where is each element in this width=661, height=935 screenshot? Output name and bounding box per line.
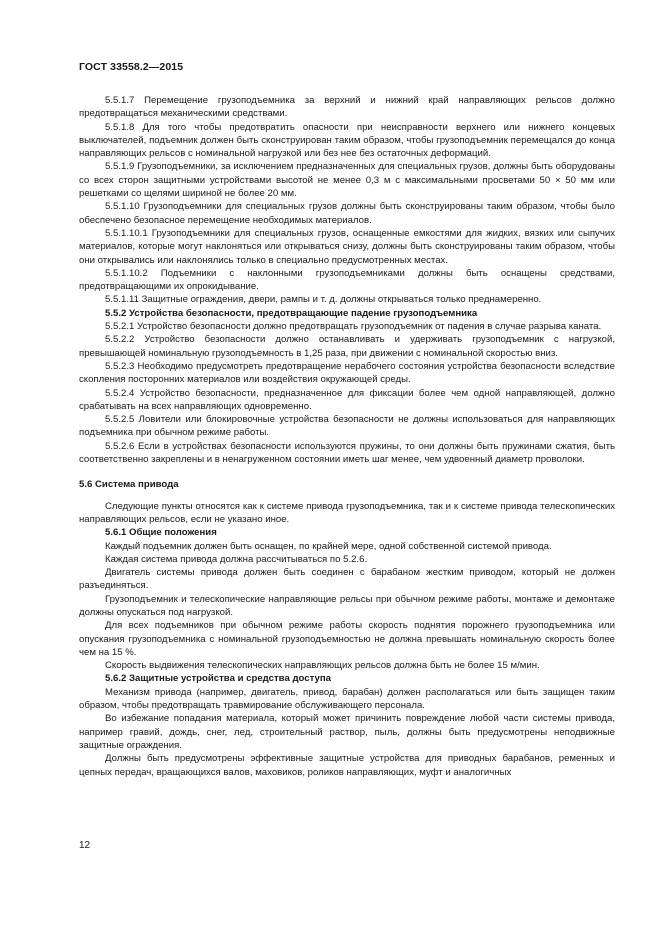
paragraph: Во избежание попадания материала, который может причинить повреждение любой части системы привода, например гравий, дождь, снег, лед, строительный раствор, пыль, должны быть предусмотрены неподвижные защитные ограждения. (79, 713, 615, 751)
paragraph: 5.5.1.10.2 Подъемники с наклонными грузоподъемниками должны быть оснащены средствами, предотвращающими их опрокидывание. (79, 267, 615, 293)
paragraph: Механизм привода (например, двигатель, привод, барабан) должен располагаться или быть защищен таким образом, чтобы предотвращать травмирование обслуживающего персонала. (79, 686, 615, 712)
paragraph: Грузоподъемник и телескопические направляющие рельсы при обычном режиме работы, монтаже и демонтаже должны опускаться под нагрузкой. (79, 593, 615, 618)
paragraph: Следующие пункты относятся как к системе привода грузоподъемника, так и к системе привода телескопических направляющих рельсов, если не указано иное. (79, 500, 615, 525)
paragraph: 5.5.2.5 Ловители или блокировочные устройства безопасности не должны использоваться для направляющих подъемника при обычном режиме работы. (79, 414, 615, 439)
paragraph: 5.5.2.2 Устройство безопасности должно останавливать и удерживать грузоподъемник с нагрузкой, превышающей номинальную грузоподъемность в 1,25 раза, при движении с номинальной скоростью вниз. (79, 334, 615, 359)
paragraph: 5.5.1.10.1 Грузоподъемники для специальных грузов, оснащенные емкостями для жидких, вязких или сыпучих материалов, которые могут наклоняться или открываться снизу, должны быть сконструированы таким образом, чтобы они открывались или наклонялись только в специально предусмотренных местах. (79, 227, 615, 266)
paragraph: 5.5.2.3 Необходимо предусмотреть предотвращение нерабочего состояния устройства безопасности вследствие скопления посторонних материалов или воздействия окружающей среды. (79, 360, 615, 386)
paragraph: 5.5.2.6 Если в устройствах безопасности используются пружины, то они должны быть пружинами сжатия, быть соответственно закреплены и в ненагруженном состоянии иметь шаг менее, чем удвоенный диаметр проволоки. (79, 440, 615, 466)
document-header: ГОСТ 33558.2—2015 (79, 61, 184, 73)
paragraph: Должны быть предусмотрены эффективные защитные устройства для приводных барабанов, ременных и цепных передач, вращающихся валов, маховиков, роликов направляющих, муфт и аналогичных (79, 753, 615, 778)
document-body (79, 94, 615, 779)
paragraph: 5.5.1.7 Перемещение грузоподъемника за верхний и нижний край направляющих рельсов должно предотвращаться механическими средствами. (79, 95, 615, 120)
paragraph: Для всех подъемников при обычном режиме работы скорость поднятия порожнего грузоподъемника или опускания грузоподъемника с номинальной грузоподъемностью не должна превышать номинальную скорость более чем на 15 %. (79, 620, 615, 658)
paragraph: Скорость выдвижения телескопических направляющих рельсов должна быть не более 15 м/мин. (105, 660, 540, 672)
subsection-heading: 5.6.2 Защитные устройства и средства доступа (105, 673, 332, 685)
paragraph: 5.5.1.9 Грузоподъемники, за исключением предназначенных для специальных грузов, должны быть оборудованы со всех сторон защитными устройствами высотой не менее 0,3 м с максимальными просветами 50 × 50 мм или решетками со щелями шириной не более 20 мм. (79, 161, 615, 200)
paragraph: Каждый подъемник должен быть оснащен, по крайней мере, одной собственной системой привода. (105, 540, 552, 552)
paragraph: 5.5.2.4 Устройство безопасности, предназначенное для фиксации более чем одной направляющей, должно срабатывать на всех направляющих одновременно. (79, 387, 615, 412)
paragraph: 5.5.2.1 Устройство безопасности должно предотвращать грузоподъемник от падения в случае разрыва каната. (105, 321, 602, 333)
paragraph: 5.5.1.8 Для того чтобы предотвратить опасности при неисправности верхнего или нижнего концевых выключателей, подъемник должен быть сконструирован таким образом, чтобы грузоподъемник перемещался до конца направляющих рельсов с номинальной нагрузкой или без нее без остаточных деформаций. (79, 121, 615, 160)
subsection-heading: 5.6.1 Общие положения (105, 527, 217, 539)
paragraph: Двигатель системы привода должен быть соединен с барабаном жестким приводом, который не должен разъединяться. (79, 567, 615, 592)
page-number: 12 (79, 840, 91, 851)
section-heading: 5.6 Система привода (79, 479, 179, 491)
paragraph: Каждая система привода должна рассчитываться по 5.2.6. (105, 553, 368, 565)
paragraph: 5.5.1.11 Защитные ограждения, двери, рампы и т. д. должны открываться только преднамеренно. (105, 294, 542, 306)
subsection-heading: 5.5.2 Устройства безопасности, предотвращающие падение грузоподъемника (105, 307, 478, 319)
paragraph: 5.5.1.10 Грузоподъемники для специальных грузов должны быть сконструированы таким образом, чтобы было обеспечено безопасное перемещение необходимых материалов. (79, 201, 615, 226)
